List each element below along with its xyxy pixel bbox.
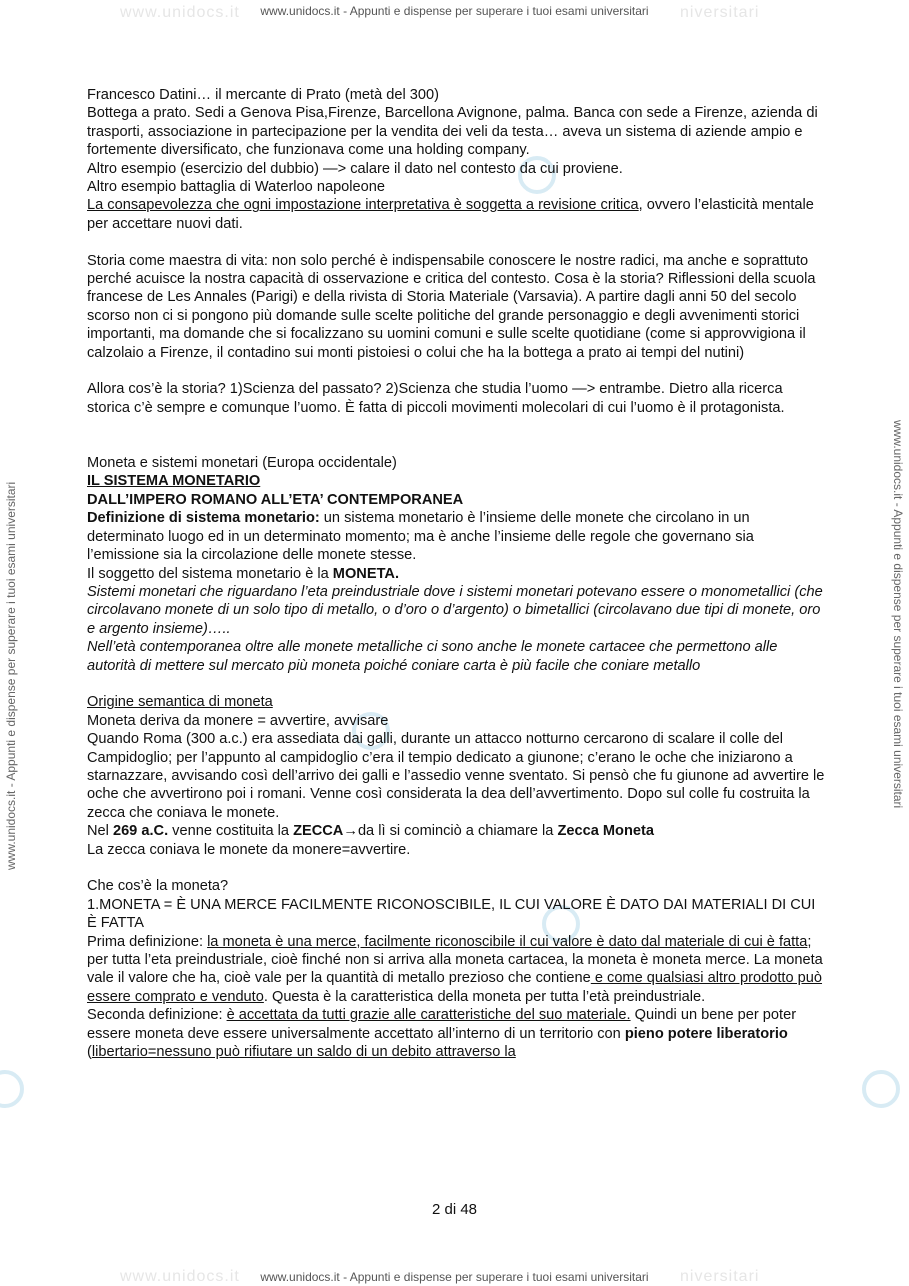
underlined-text: è accettata da tutti grazie alle caratteristiche del suo materiale.	[226, 1007, 631, 1024]
definition-heading: 1.MONETA = È UNA MERCE FACILMENTE RICONOSCIBILE, IL CUI VALORE È DATO DAI MATERIALI DI CUI È FATTA	[87, 896, 816, 932]
text-line: Moneta deriva da monere = avvertire, avvisare	[87, 712, 389, 729]
bold-text: 269 a.C.	[112, 823, 169, 840]
text-span: Seconda definizione:	[87, 1007, 227, 1024]
bold-text: MONETA.	[332, 565, 400, 582]
text-line	[87, 822, 827, 840]
underlined-text: la moneta è una merce, facilmente riconoscibile il cui valore è dato dal materiale di cui è fatta	[207, 933, 808, 950]
underlined-text: libertario=nessuno può rifiutare un saldo di un debito attraverso la	[91, 1044, 516, 1061]
document-body	[87, 86, 827, 1061]
text-line	[87, 565, 827, 583]
text-paragraph	[87, 1006, 827, 1061]
watermark-footer: www.unidocs.it - Appunti e dispense per superare i tuoi esami universitari	[260, 1270, 649, 1284]
underlined-text: La consapevolezza che ogni impostazione interpretativa è soggetta a revisione critica	[87, 197, 639, 214]
italic-paragraph: Nell’età contemporanea oltre alle monete metalliche ci sono anche le monete cartacee che permettono alle autorità di mettere sul mercato più moneta poiché coniare carta è più facile che coniare metallo	[87, 639, 778, 674]
origin-heading: Origine semantica di moneta	[87, 694, 273, 711]
text-line: La zecca coniava le monete da monere=avvertire.	[87, 841, 411, 858]
underlined-text: e come qualsiasi altro prodotto può essere comprato e venduto	[87, 970, 823, 1005]
text-span: Quindi un bene per poter essere moneta deve essere universalmente accettato all’interno di un territorio con	[87, 1007, 797, 1042]
text-paragraph	[87, 933, 827, 1007]
text-span: ; per tutta l’eta preindustriale, cioè finché non si arriva alla moneta cartacea, la moneta è moneta merce. La moneta vale il valore che ha, cioè vale per la quantità di metallo prezioso che contiene	[87, 933, 823, 987]
watermark-ghost-right: niversitari	[680, 4, 760, 21]
text-span: Il soggetto del sistema monetario è la	[87, 565, 333, 582]
watermark-header: www.unidocs.it - Appunti e dispense per superare i tuoi esami universitari	[260, 4, 649, 18]
text-paragraph: Allora cos’è la storia? 1)Scienza del passato? 2)Scienza che studia l’uomo —> entrambe. Dietro alla ricerca storica c’è sempre e comunque l’uomo. È fatta di piccoli movimenti molecolari di cui l’uomo è il protagonista.	[87, 381, 785, 416]
watermark-logo-icon	[862, 1070, 900, 1108]
bold-text: pieno potere liberatorio	[624, 1025, 788, 1042]
text-span: . Questa è la caratteristica della moneta per tutta l’età preindustriale.	[263, 988, 706, 1005]
text-line: Altro esempio (esercizio del dubbio) —> calare il dato nel contesto da cui proviene.	[87, 160, 623, 177]
text-paragraph: Storia come maestra di vita: non solo perché è indispensabile conoscere le nostre radici, ma anche e soprattuto perché acuisce la nostra capacità di osservazione e critica del contesto. Cosa è la storia? Riflessioni della scuola francese de Les Annales (Parigi) e della rivista di Storia Materiale (Varsavia). A partire dagli anni 50 del secolo scorso non ci si pongono più domande sulle scelte politiche del grande personaggio e degli avvenimenti storici importanti, ma domande che si focalizzano su uomini comuni e sulle scelte quotidiane (come si approvvigiona il calzolaio a Firenze, il contadino sui monti pistoiesi o colui che ha la bottega a prato ai tempi del nutini)	[87, 252, 816, 361]
bold-text: Zecca Moneta	[557, 823, 654, 840]
section-subtitle: DALL’IMPERO ROMANO ALL’ETA’ CONTEMPORANEA	[87, 491, 464, 508]
text-span: (	[87, 1044, 92, 1061]
question-line: Che cos’è la moneta?	[87, 878, 229, 895]
watermark-ghost-left-bottom: www.unidocs.it	[120, 1268, 240, 1285]
text-span: venne costituita la	[168, 823, 294, 840]
italic-paragraph: Sistemi monetari che riguardano l’eta preindustriale dove i sistemi monetari potevano essere o monometallici (che circolavano monete di un solo tipo di metallo, o d’oro o d’argento) o bimetallici (circolavano due tipi di monete, oro e argento insieme)…..	[87, 583, 823, 637]
text-paragraph: Quando Roma (300 a.c.) era assediata dai galli, durante un attacco notturno cercarono di scalare il colle del Campidoglio; per l’appunto al campidoglio c’era il tempio dedicato a giunone; c’erano le oche che iniziarono a starnazzare, avvisando così dell’arrivo dei galli e l’assedio venne sventato. Si pensò che fu giunone ad avvertire le oche che avvertirono poi i romani. Venne così considerata la dea dell’avvertimento. Dopo sul colle fu costruita la zecca che coniava le monete.	[87, 731, 825, 821]
watermark-ghost-left: www.unidocs.it	[120, 4, 240, 21]
text-span: Nel	[87, 823, 113, 840]
text-span: Prima definizione:	[87, 933, 208, 950]
bold-text: ZECCA	[293, 823, 344, 840]
text-paragraph: Bottega a prato. Sedi a Genova Pisa,Firenze, Barcellona Avignone, palma. Banca con sede a Firenze, azienda di trasporti, associazione in partecipazione per la vendita dei veli da testa… aveva un sistema di aziende ampio e fortemente diversificato, che funzionava come una holding company.	[87, 105, 818, 159]
definition-paragraph	[87, 509, 827, 564]
text-span: un sistema monetario è l’insieme delle monete che circolano in un determinato luogo ed in un determinato momento; ma è anche l’insieme delle regole che governano sia l’emissione sia la circolazione delle monete stesse.	[87, 510, 754, 564]
watermark-ghost-right-bottom: niversitari	[680, 1268, 760, 1285]
text-span: →da lì si cominciò a chiamare la	[343, 823, 558, 840]
page-number: 2 di 48	[431, 1201, 478, 1218]
watermark-logo-icon	[0, 1070, 24, 1108]
text-line: Altro esempio battaglia di Waterloo napoleone	[87, 179, 386, 196]
watermark-side-left: www.unidocs.it - Appunti e dispense per superare i tuoi esami universitari	[4, 481, 18, 870]
text-span: , ovvero l’elasticità mentale per accettare nuovi dati.	[87, 197, 814, 232]
text-paragraph	[87, 196, 827, 233]
section-title: IL SISTEMA MONETARIO	[87, 473, 261, 490]
text-line: Francesco Datini… il mercante di Prato (metà del 300)	[87, 87, 440, 103]
section-intro: Moneta e sistemi monetari (Europa occidentale)	[87, 455, 397, 472]
definition-label: Definizione di sistema monetario:	[87, 510, 320, 527]
watermark-side-right: www.unidocs.it - Appunti e dispense per superare i tuoi esami universitari	[891, 420, 905, 809]
